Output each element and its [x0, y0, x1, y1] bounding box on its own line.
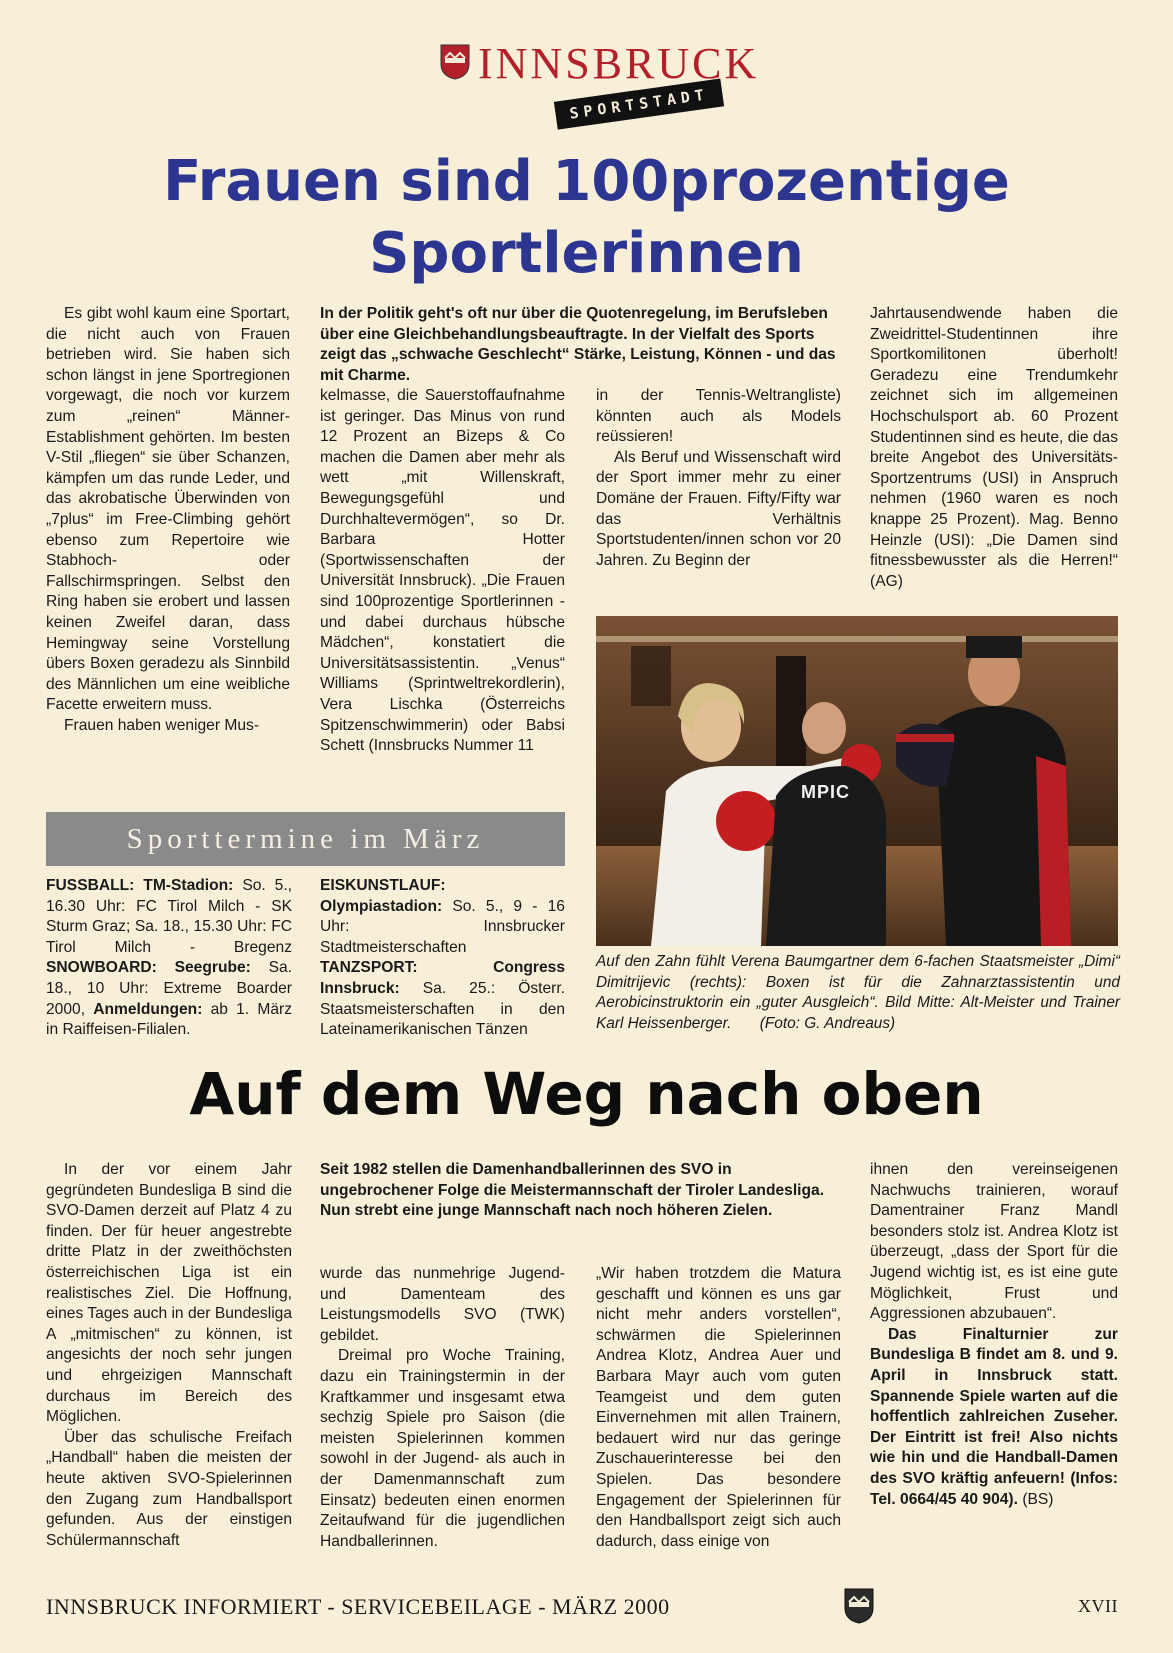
article2-headline: Auf dem Weg nach oben	[189, 1060, 984, 1128]
article2-paragraph: ihnen den vereinseigenen Nachwuchs trainieren, worauf Damentrainer Franz Mandl besonders stolz ist. Andrea Klotz ist überzeugt, „dass der Sport für die Jugend wichtig ist, es ist eine gute Möglichkeit, Frust und Aggressionen abzubauen“.	[870, 1161, 1118, 1323]
article2-column-3	[596, 1264, 841, 1552]
event-label: TANZSPORT: Congress Innsbruck:	[320, 959, 565, 997]
event-label: FUSSBALL: TM-Stadion:	[46, 877, 234, 894]
event-label: SNOWBOARD: Seegrube:	[46, 959, 251, 977]
event-label: EISKUNSTLAUF: Olympiastadion:	[320, 877, 446, 915]
article1-paragraph: Es gibt wohl kaum eine Sportart, die nicht auch von Frauen betrieben wird. Sie haben sich schon längst in jene Sportregionen vorgewagt, die noch vor kurzem zum „reinen“ Männer-Establishment gehörten. Im besten V-Stil „fliegen“ sie über Schanzen, kämpfen um das runde Leder, und das akrobatische Überwinden von „7plus“ im Free-Climbing gehört ebenso zum Repertoire wie Stabhoch- oder Fallschirmspringen. Selbst den Ring haben sie erobert und lassen keinen Zweifel daran, dass Hemingway seine Vorstellung übers Boxen geradezu als Sinnbild des Männlichen um eine weibliche Facette erweitern muss.	[46, 305, 290, 714]
article2-column-2	[320, 1264, 565, 1552]
article2-author: (BS)	[1022, 1490, 1054, 1508]
article1-lead: In der Politik geht's oft nur über die Quotenregelung, im Berufsleben über eine Gleichbehandlungsbeauftragte. In der Vielfalt des Sports zeigt das „schwache Geschlecht“ Stärke, Leistung, Können - und das mit Charme.	[320, 305, 836, 384]
photo-caption	[596, 952, 1120, 1034]
article2-paragraph: wurde das nunmehrige Jugend- und Damenteam des Leistungsmodells SVO (TWK) gebildet.	[320, 1265, 565, 1344]
article2-closing-bold: Das Finalturnier zur Bundesliga B findet am 8. und 9. April in Innsbruck statt. Spannende Spiele warten auf die hoffentlich zahlreichen Zuseher. Der Eintritt ist frei! Also nichts wie hin und die Handball-Damen des SVO kräftig anfeuern! (Infos: Tel. 0664/45 40 904).	[870, 1325, 1118, 1508]
boxing-photo	[596, 616, 1118, 946]
event-entry	[320, 876, 565, 1041]
article2-column-4	[870, 1160, 1118, 1510]
article2-lead: Seit 1982 stellen die Damenhandballerinnen des SVO in ungebrochener Folge die Meistermannschaft der Tiroler Landesliga. Nun strebt eine junge Mannschaft nach noch höheren Zielen.	[320, 1161, 825, 1220]
event-text: ab 1. März in Raiffeisen-Filialen.	[46, 1000, 292, 1039]
article2-paragraph: In der vor einem Jahr gegründeten Bundesliga B sind die SVO-Damen derzeit auf Platz 4 zu finden. Der für heuer angestrebte dritte Platz in der zweithöchsten österreichischen Liga ist ein realistisches Ziel. Die Hoffnung, eines Tages auch in der Bundesliga A „mitmischen“ zu können, ist angesichts der noch sehr jungen und ehrgeizigen Mannschaft durchaus im Bereich des Möglichen.	[46, 1161, 292, 1426]
event-text: So. 5., 16.30 Uhr: FC Tirol Milch - SK Sturm Graz; Sa. 18., 15.30 Uhr: FC Tirol Milch - Bregenz	[46, 877, 292, 956]
masthead-city: INNSBRUCK	[478, 39, 760, 88]
article1-headline-line1: Frauen sind 100prozentige	[163, 149, 1010, 214]
article1-column-2	[320, 386, 565, 757]
article2-paragraph	[870, 1325, 1118, 1510]
events-column-2	[320, 876, 565, 1041]
article1-column-4	[870, 304, 1118, 592]
event-entry	[46, 876, 292, 1041]
boxing-photo-shirt-text: MPIC	[801, 782, 850, 802]
boxing-photo-illustration	[596, 616, 1118, 946]
article1-paragraph: in der Tennis-Weltrangliste) könnten auch als Models reüssieren!	[596, 387, 841, 446]
masthead-tag: SPORTSTADT	[554, 78, 725, 129]
event-text: Sa. 18., 10 Uhr: Extreme Boarder 2000,	[46, 959, 292, 1018]
article1-paragraph: Jahrtausendwende haben die Zweidrittel-Studentinnen ihre Sportkomilitonen überholt! Geradezu eine Trendumkehr zeichnet sich im allgemeinen Hochschulsport ab. 60 Prozent Studentinnen sind es heute, die das breite Angebot des Universitäts-Sportzentrums (USI) in Anspruch nehmen (1960 waren es noch knappe 25 Prozent). Mag. Benno Heinzle (USI): „Die Damen sind fitnessbewusster als die Herren!“ (AG)	[870, 305, 1118, 590]
footer-publication: INNSBRUCK INFORMIERT - SERVICEBEILAGE - MÄRZ 2000	[46, 1594, 670, 1619]
article1-column-3	[596, 386, 841, 571]
event-text: So. 5., 9 - 16 Uhr: Innsbrucker Stadtmeisterschaften	[320, 897, 565, 956]
article2-column-1	[46, 1160, 292, 1551]
event-text: Sa. 25.: Österr. Staatsmeisterschaften in den Lateinamerikanischen Tänzen	[320, 979, 565, 1039]
article1-paragraph: kelmasse, die Sauerstoffaufnahme ist geringer. Das Minus von rund 12 Prozent an Bizeps & Co machen die Damen aber mehr als wett „mit Willenskraft, Bewegungsgefühl und Durchhaltevermögen“, so Dr. Barbara Hotter (Sportwissenschaften der Universität Innsbruck). „Die Frauen sind 100prozentige Sportlerinnen - und dabei durchaus hübsche Mädchen“, konstatiert die Universitätsassistentin. „Venus“ Williams (Sprintweltrekordlerin), Vera Lischka (Österreichs Spitzenschwimmerin) oder Babsi Schett (Innsbrucks Nummer 11	[320, 387, 565, 755]
article1-paragraph: Frauen haben weniger Mus-	[64, 716, 260, 734]
event-label: Anmeldungen:	[93, 1000, 203, 1018]
events-column-1	[46, 876, 292, 1041]
article2-paragraph: Über das schulische Freifach „Handball“ haben die meisten der heute aktiven SVO-Spielerinnen den Zugang zum Handballsport gefunden. Aus der einstigen Schülermannschaft	[46, 1428, 292, 1549]
footer-crest-icon	[844, 1588, 874, 1624]
article1-column-1	[46, 304, 290, 736]
article2-paragraph: Dreimal pro Woche Training, dazu ein Trainingstermin in der Kraftkammer und insgesamt etwa sechzig Spiele pro Saison (die meisten Spielerinnen kommen sowohl in der Jugend- als auch in der Damenmannschaft zum Einsatz) bedeuten einen enormen Zeitaufwand für die jugendlichen Handballerinnen.	[320, 1347, 565, 1550]
article1-headline-line2: Sportlerinnen	[369, 221, 804, 286]
article2-paragraph: „Wir haben trotzdem die Matura geschafft und können es uns gar nicht mehr anders vorstellen“, schwärmen die Spielerinnen Andrea Klotz, Andrea Auer und Barbara Mayr auch vom guten Teamgeist und dem guten Einvernehmen mit allen Trainern, bedauert wird nur das geringe Zuschauerinteresse bei den Spielen. Das besondere Engagement der Spielerinnen für den Handballsport zeigt sich auch dadurch, dass einige von	[596, 1265, 841, 1550]
masthead	[440, 40, 760, 130]
footer-page-number: XVII	[1078, 1596, 1118, 1616]
photo-credit: (Foto: G. Andreaus)	[759, 1014, 896, 1032]
events-banner	[46, 812, 565, 866]
article1-paragraph: Als Beruf und Wissenschaft wird der Sport immer mehr zu einer Domäne der Frauen. Fifty/Fifty war das Verhältnis Sportstudenten/innen schon vor 20 Jahren. Zu Beginn der	[596, 448, 841, 569]
events-title: Sporttermine im März	[126, 822, 485, 855]
photo-caption-text: Auf den Zahn fühlt Verena Baumgartner dem 6-fachen Staatsmeister „Dimi“ Dimitrijevic (rechts): Boxen ist für die Zahnarztassistentin und Aerobicinstruktorin ein „guter Ausgleich“. Bild Mitte: Alt-Meister und Trainer Karl Heissenberger.	[596, 953, 1120, 1032]
innsbruck-crest-icon	[440, 44, 470, 80]
